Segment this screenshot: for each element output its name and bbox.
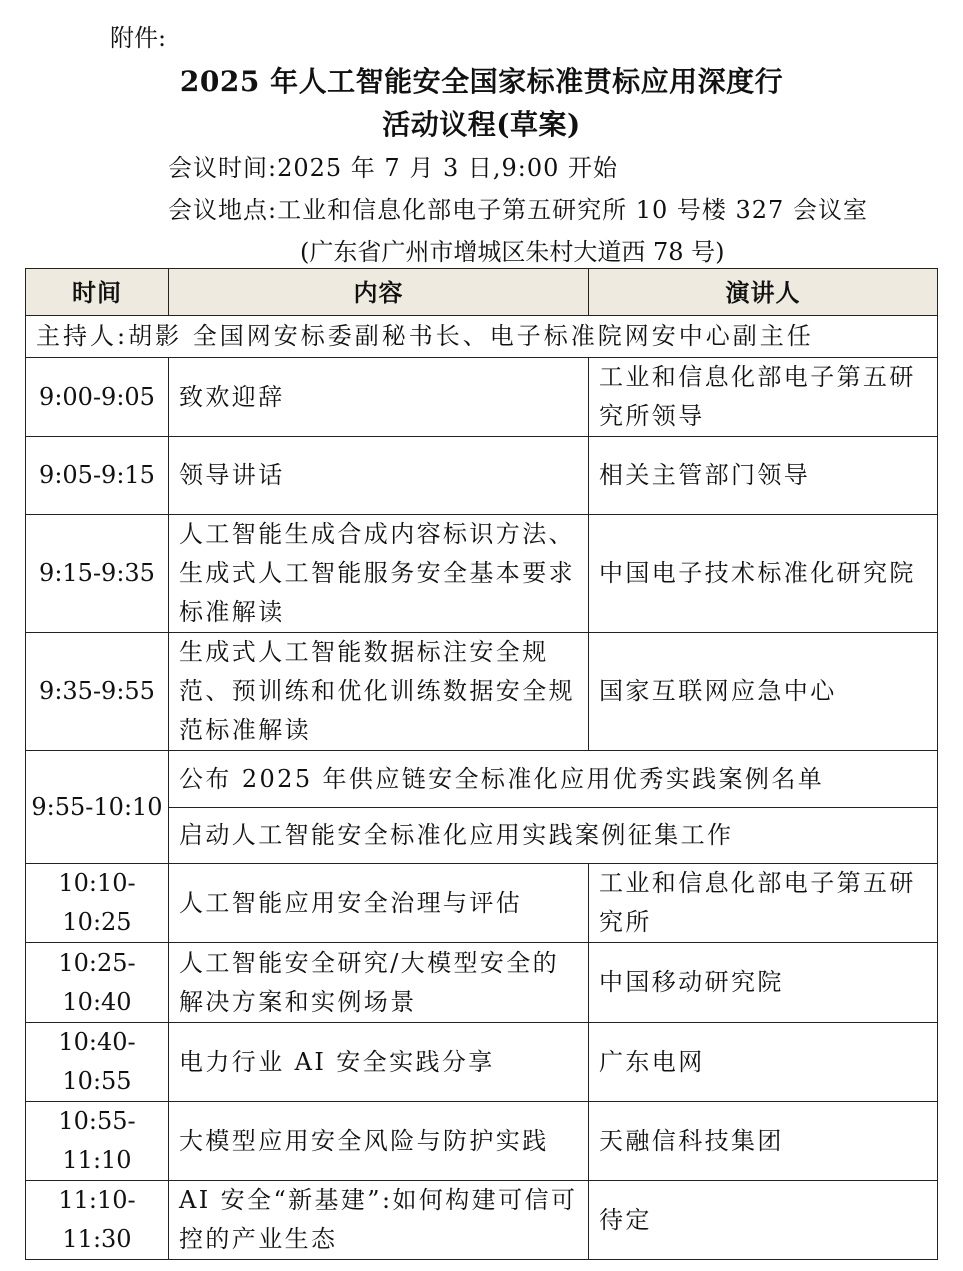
attachment-label: 附件: [110, 24, 167, 52]
table-row [26, 358, 938, 437]
speaker-cell: 国家互联网应急中心 [589, 633, 938, 751]
content-cell: 领导讲话 [169, 437, 589, 515]
table-row [26, 864, 938, 943]
speaker-cell: 工业和信息化部电子第五研究所领导 [589, 358, 938, 437]
host-cell: 主持人:胡影 全国网安标委副秘书长、电子标准院网安中心副主任 [26, 316, 938, 358]
speaker-cell: 相关主管部门领导 [589, 437, 938, 515]
time-cell: 11:10-11:30 [26, 1181, 169, 1260]
table-row [26, 751, 938, 808]
header-speaker: 演讲人 [589, 269, 938, 316]
speaker-cell: 工业和信息化部电子第五研究所 [589, 864, 938, 943]
content-cell: 人工智能生成合成内容标识方法、生成式人工智能服务安全基本要求标准解读 [169, 515, 589, 633]
document-title-line2: 活动议程(草案) [382, 108, 581, 141]
time-cell: 10:10-10:25 [26, 864, 169, 943]
speaker-cell: 中国移动研究院 [589, 943, 938, 1023]
meeting-address: (广东省广州市增城区朱村大道西 78 号) [300, 238, 725, 266]
time-cell: 10:55-11:10 [26, 1102, 169, 1181]
meeting-place: 会议地点:工业和信息化部电子第五研究所 10 号楼 327 会议室 [168, 196, 868, 224]
content-cell: 生成式人工智能数据标注安全规范、预训练和优化训练数据安全规范标准解读 [169, 633, 589, 751]
document-title-line1: 2025 年人工智能安全国家标准贯标应用深度行 [179, 65, 784, 98]
table-row [26, 633, 938, 751]
content-cell: 致欢迎辞 [169, 358, 589, 437]
header-time: 时间 [26, 269, 169, 316]
table-row [26, 943, 938, 1023]
speaker-cell: 广东电网 [589, 1023, 938, 1102]
speaker-cell: 待定 [589, 1181, 938, 1260]
table-row [26, 437, 938, 515]
speaker-cell: 中国电子技术标准化研究院 [589, 515, 938, 633]
time-cell: 9:15-9:35 [26, 515, 169, 633]
content-cell: 人工智能应用安全治理与评估 [169, 864, 589, 943]
time-cell: 9:35-9:55 [26, 633, 169, 751]
time-cell: 10:40-10:55 [26, 1023, 169, 1102]
content-cell: 公布 2025 年供应链安全标准化应用优秀实践案例名单 [169, 751, 938, 808]
content-cell: 电力行业 AI 安全实践分享 [169, 1023, 589, 1102]
time-cell: 9:05-9:15 [26, 437, 169, 515]
content-cell: 人工智能安全研究/大模型安全的解决方案和实例场景 [169, 943, 589, 1023]
content-cell: 大模型应用安全风险与防护实践 [169, 1102, 589, 1181]
header-content: 内容 [169, 269, 589, 316]
meeting-time: 会议时间:2025 年 7 月 3 日,9:00 开始 [168, 154, 618, 182]
time-cell: 9:00-9:05 [26, 358, 169, 437]
time-cell: 10:25-10:40 [26, 943, 169, 1023]
table-row [26, 1023, 938, 1102]
agenda-table [25, 268, 938, 1260]
table-row [26, 515, 938, 633]
table-row [26, 1102, 938, 1181]
content-cell: AI 安全“新基建”:如何构建可信可控的产业生态 [169, 1181, 589, 1260]
host-row [26, 316, 938, 358]
table-header-row [26, 269, 938, 316]
content-cell: 启动人工智能安全标准化应用实践案例征集工作 [169, 808, 938, 864]
speaker-cell: 天融信科技集团 [589, 1102, 938, 1181]
time-cell: 9:55-10:10 [26, 751, 169, 864]
table-row [26, 1181, 938, 1260]
